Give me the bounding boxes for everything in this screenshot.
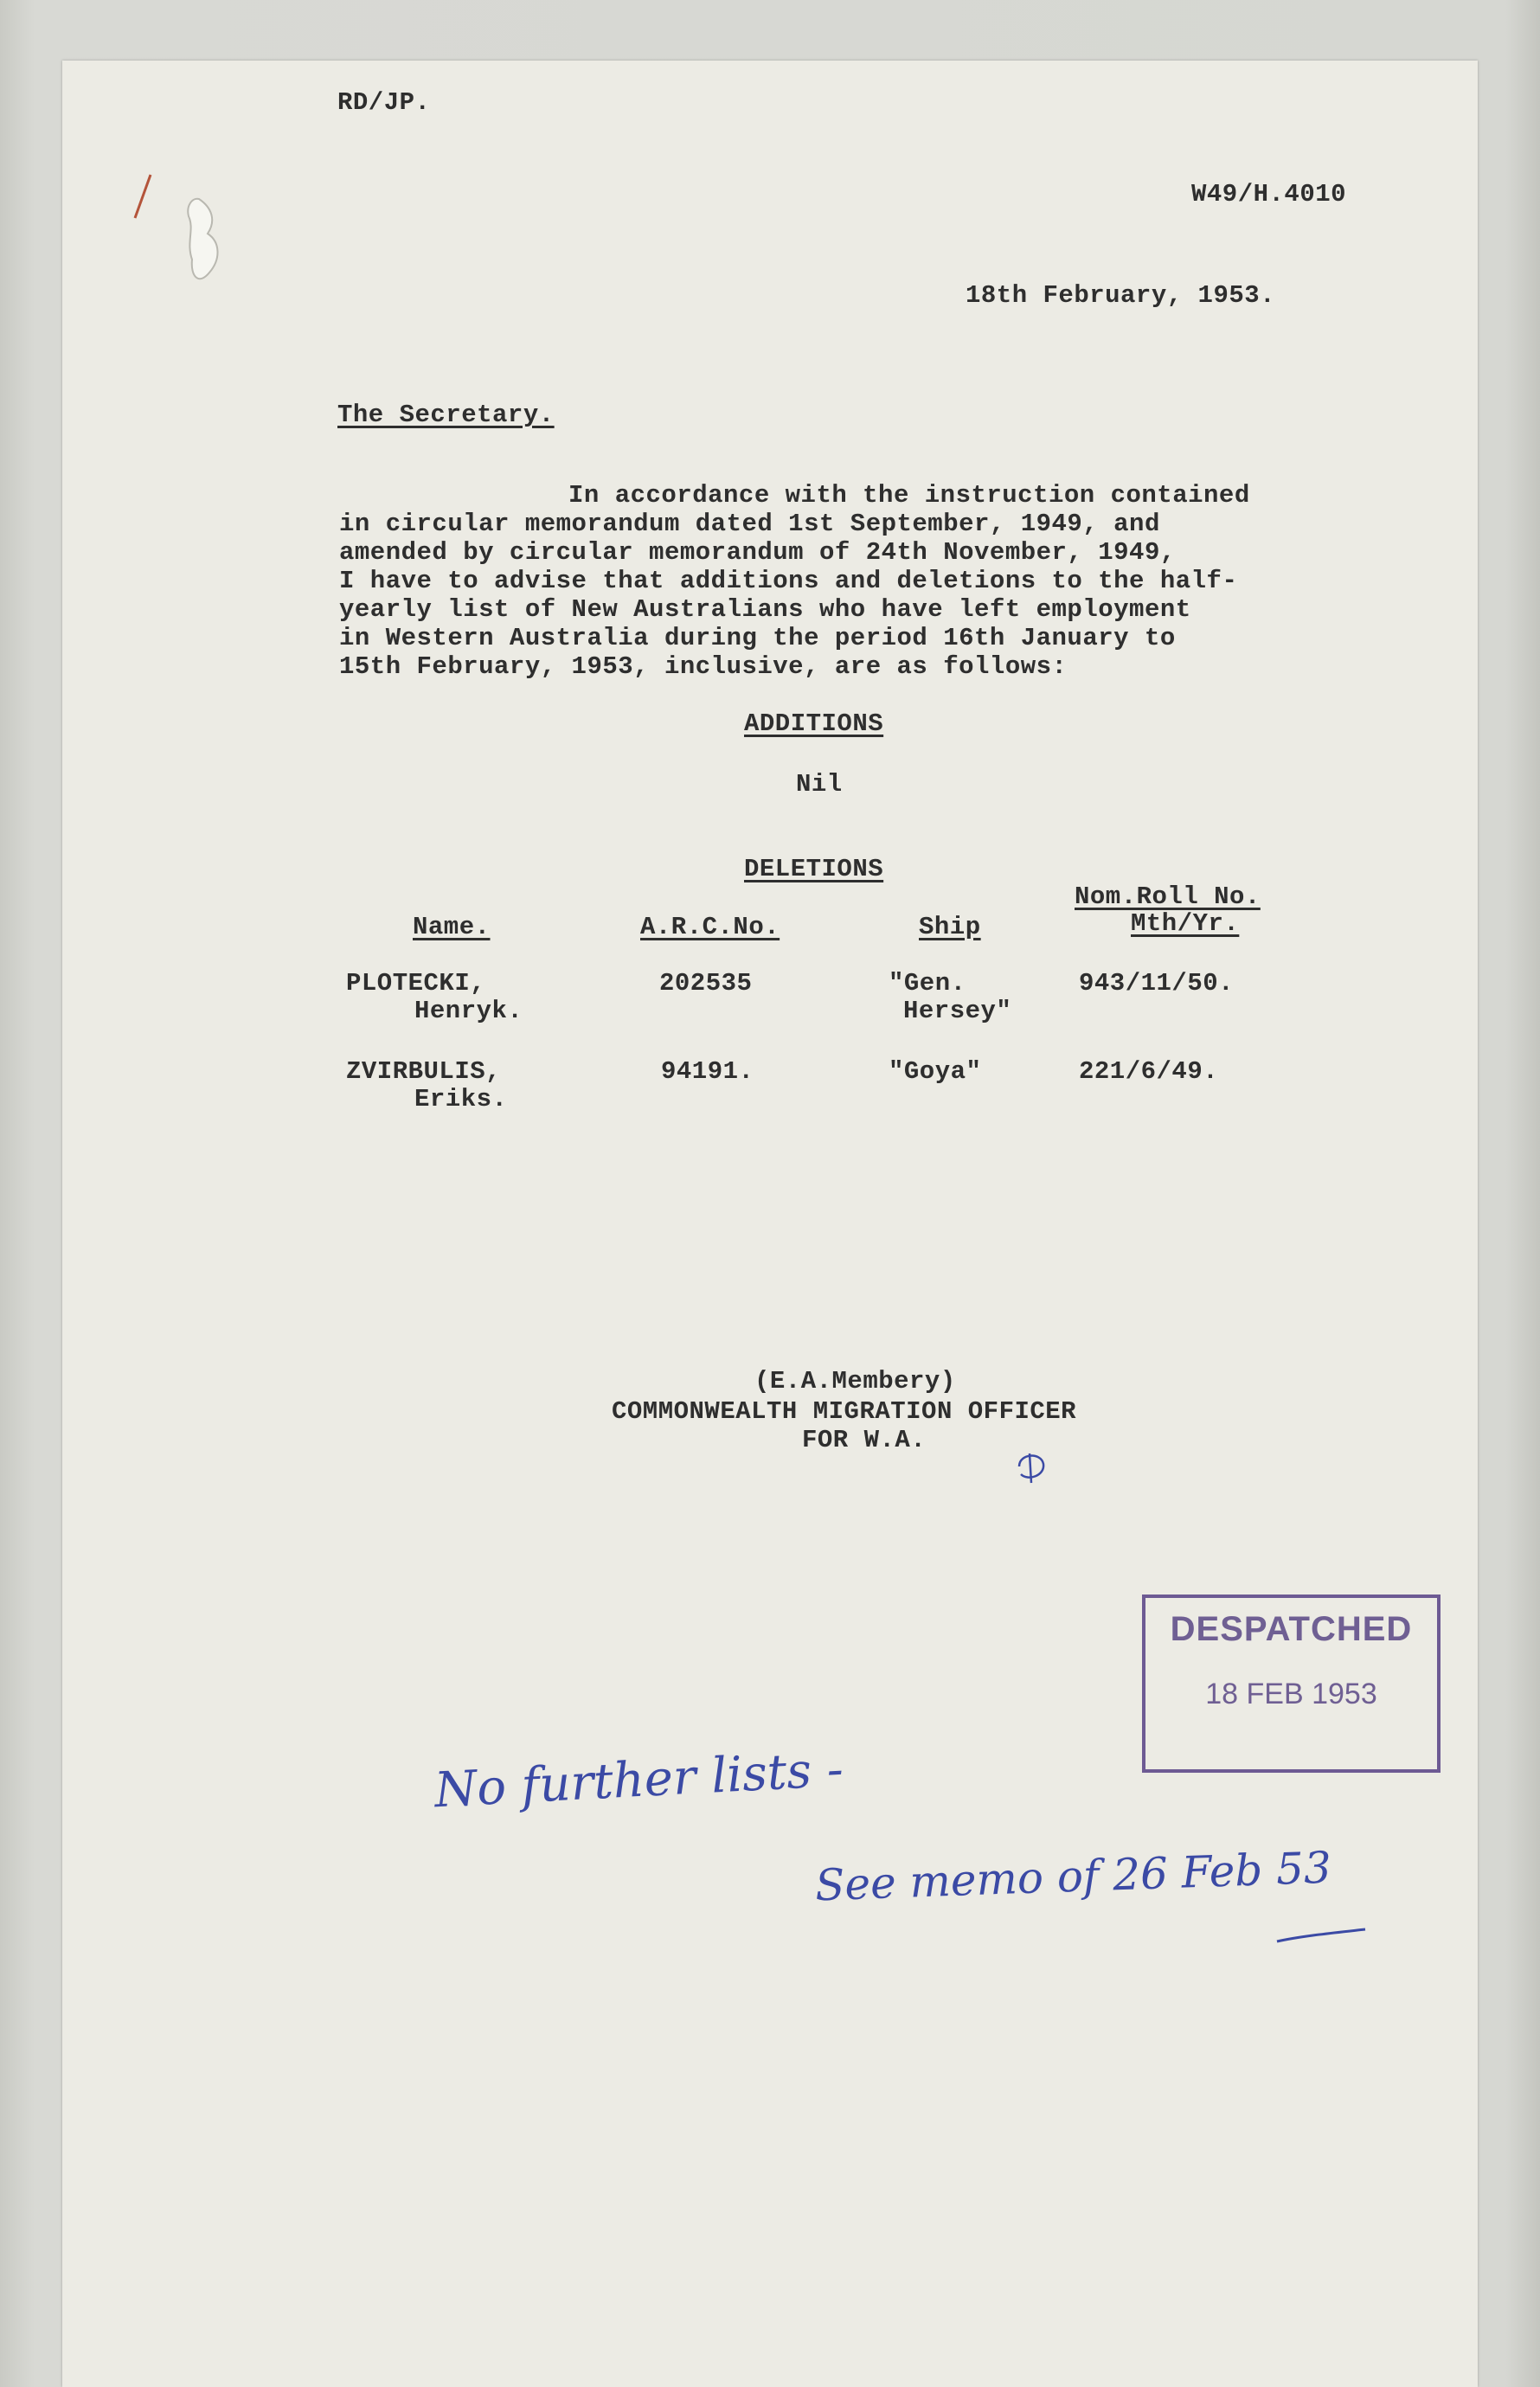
- row-arc-number: 94191.: [661, 1057, 754, 1086]
- row-ship: "Gen.: [889, 969, 966, 998]
- signatory-name: (E.A.Membery): [754, 1367, 956, 1396]
- row-ship-cont: Hersey": [903, 997, 1012, 1025]
- body-line: in circular memorandum dated 1st September, 1949, and: [339, 510, 1160, 538]
- despatched-stamp: [1142, 1595, 1441, 1773]
- stamp-date: 18 FEB 1953: [1205, 1678, 1377, 1710]
- body-line: 15th February, 1953, inclusive, are as follows:: [339, 652, 1068, 681]
- body-line: yearly list of New Australians who have left employment: [339, 595, 1191, 624]
- body-line: in Western Australia during the period 16th January to: [339, 624, 1176, 652]
- column-header-roll: Nom.Roll No.: [1075, 882, 1261, 911]
- column-header-roll-date: Mth/Yr.: [1131, 909, 1240, 938]
- column-header-ship: Ship: [919, 913, 981, 941]
- column-header-name: Name.: [413, 913, 491, 941]
- letter-date: 18th February, 1953.: [966, 281, 1276, 310]
- document-sheet: [62, 61, 1478, 2387]
- deletions-heading: DELETIONS: [744, 855, 884, 883]
- body-line: In accordance with the instruction contained: [568, 481, 1250, 510]
- row-name-surname: PLOTECKI,: [346, 969, 486, 998]
- handwritten-initial-mark: [1011, 1445, 1054, 1488]
- paper-tear-mark: [182, 190, 234, 294]
- handwritten-note: No further lists -: [433, 1741, 845, 1819]
- pencil-tick-mark: [130, 171, 156, 223]
- addressee: The Secretary.: [337, 401, 555, 429]
- stamp-label: DESPATCHED: [1170, 1610, 1413, 1648]
- row-name-surname: ZVIRBULIS,: [346, 1057, 502, 1086]
- file-reference: W49/H.4010: [1191, 180, 1347, 209]
- signatory-title: COMMONWEALTH MIGRATION OFFICER: [612, 1397, 1077, 1426]
- reference-initials: RD/JP.: [337, 88, 431, 117]
- row-roll-number: 221/6/49.: [1079, 1057, 1219, 1086]
- row-arc-number: 202535: [659, 969, 753, 998]
- body-line: I have to advise that additions and deletions to the half-: [339, 567, 1238, 595]
- handwritten-note-reference: See memo of 26 Feb 53: [814, 1842, 1332, 1911]
- row-name-given: Henryk.: [414, 997, 523, 1025]
- column-header-arc: A.R.C.No.: [640, 913, 780, 941]
- body-line: amended by circular memorandum of 24th November, 1949,: [339, 538, 1176, 567]
- signatory-title-region: FOR W.A.: [802, 1426, 927, 1454]
- row-name-given: Eriks.: [414, 1085, 508, 1113]
- additions-heading: ADDITIONS: [744, 709, 884, 738]
- additions-value: Nil: [796, 770, 843, 799]
- row-roll-number: 943/11/50.: [1079, 969, 1235, 998]
- row-ship: "Goya": [889, 1057, 982, 1086]
- handwritten-underline-mark: [1274, 1921, 1369, 1955]
